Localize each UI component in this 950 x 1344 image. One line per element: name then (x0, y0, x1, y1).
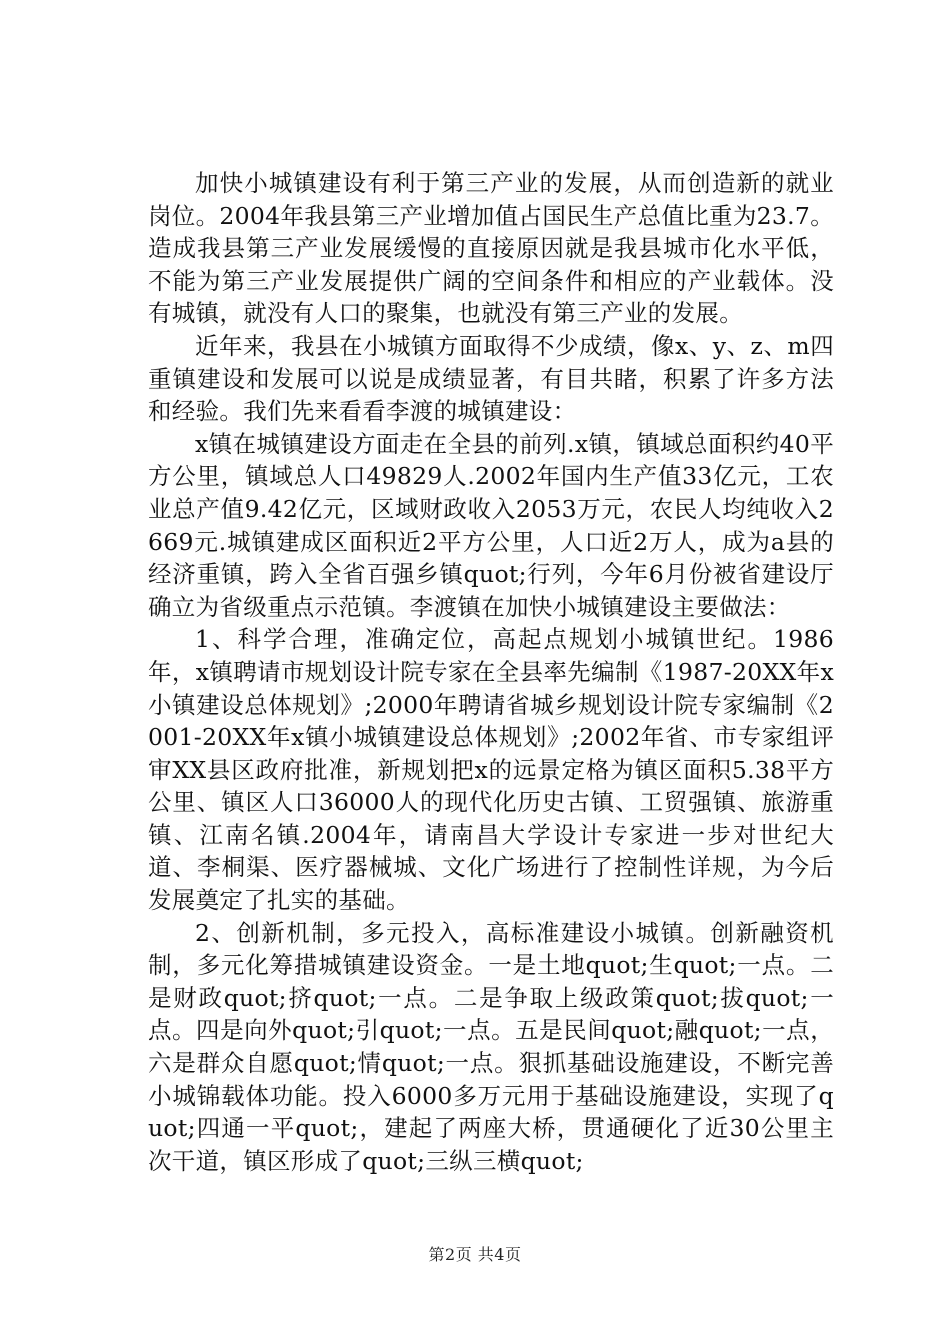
paragraph-recent-achievements: 近年来，我县在小城镇方面取得不少成绩，像x、y、z、m四重镇建设和发展可以说是成绩显著，有目共睹，积累了许多方法和经验。我们先来看看李渡的城镇建设： (148, 331, 834, 426)
paragraph-tertiary-industry: 加快小城镇建设有利于第三产业的发展，从而创造新的就业岗位。2004年我县第三产业增加值占国民生产总值比重为23.7。造成我县第三产业发展缓慢的直接原因就是我县城市化水平低，不能为第三产业发展提供广阔的空间条件和相应的产业载体。没有城镇，就没有人口的聚集，也就没有第三产业的发展。 (148, 169, 834, 328)
paragraph-investment: 2、创新机制，多元投入，高标准建设小城镇。创新融资机制，多元化筹措城镇建设资金。一是土地quot;生quot;一点。二是财政quot;挤quot;一点。二是争取上级政策quot;拔quot;一点。四是向外quot;引quot;一点。五是民间quot;融quot;一点，六是群众自愿quot;情quot;一点。狠抓基础设施建设，不断完善小城锦载体功能。投入6000多万元用于基础设施建设，实现了quot;四通一平quot;，建起了两座大桥，贯通硬化了近30公里主次干道，镇区形成了quot;三纵三横quot; (148, 918, 834, 1175)
paragraph-planning: 1、科学合理，准确定位，高起点规划小城镇世纪。1986年，x镇聘请市规划设计院专家在全县率先编制《1987-20XX年x小镇建设总体规划》;2000年聘请省城乡规划设计院专家编制《2001-20XX年x镇小城镇建设总体规划》;2002年省、市专家组评审XX县区政府批准，新规划把x的远景定格为镇区面积5.38平方公里、镇区人口36000人的现代化历史古镇、工贸强镇、旅游重镇、江南名镇.2004年，请南昌大学设计专家进一步对世纪大道、李桐渠、医疗器械城、文化广场进行了控制性详规，为今后发展奠定了扎实的基础。 (148, 625, 834, 915)
document-body (148, 167, 834, 1177)
paragraph-x-town-overview: x镇在城镇建设方面走在全县的前列.x镇，镇域总面积约40平方公里，镇域总人口49829人.2002年国内生产值33亿元，工农业总产值9.42亿元，区域财政收入2053万元，农民人均纯收入2669元.城镇建成区面积近2平方公里，人口近2万人，成为a县的经济重镇，跨入全省百强乡镇quot;行列，今年6月份被省建设厅确立为省级重点示范镇。李渡镇在加快小城镇建设主要做法： (148, 429, 834, 621)
page-number-footer: 第2页 共4页 (428, 1245, 522, 1264)
